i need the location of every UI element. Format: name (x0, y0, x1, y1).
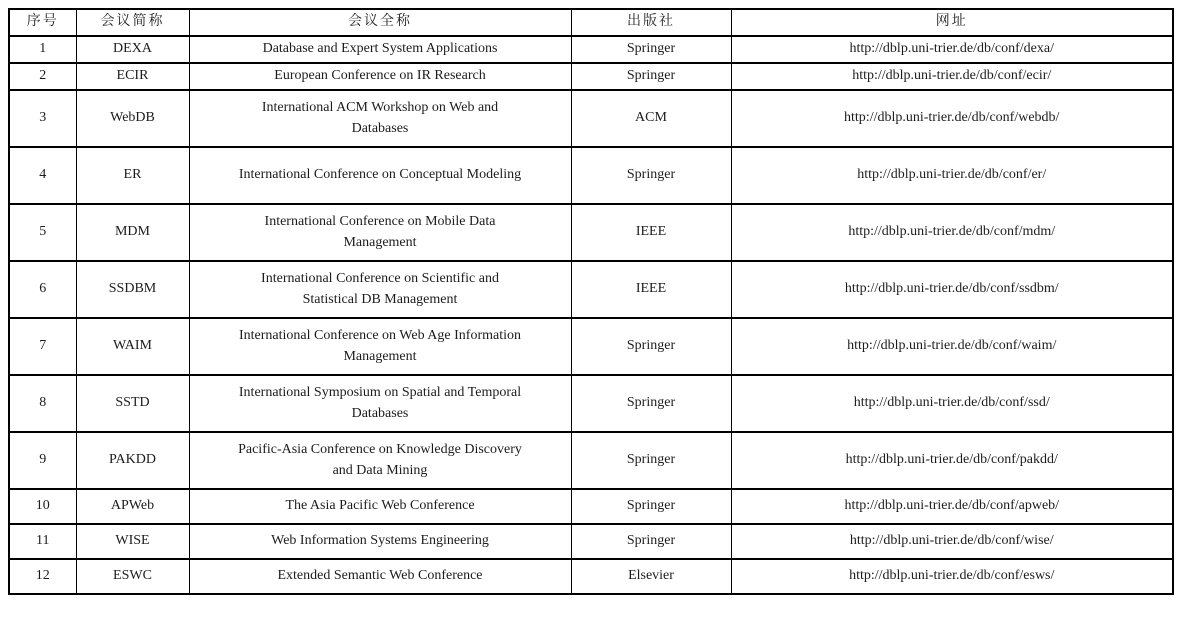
cell-url: http://dblp.uni-trier.de/db/conf/ssdbm/ (731, 261, 1173, 318)
cell-abbr: APWeb (76, 489, 189, 524)
table-row (9, 432, 1173, 489)
cell-publisher: ACM (571, 90, 731, 147)
table-row (9, 318, 1173, 375)
table-row (9, 204, 1173, 261)
cell-abbr: ECIR (76, 63, 189, 90)
cell-no: 8 (9, 375, 76, 432)
conference-table (8, 8, 1174, 595)
cell-fullname: International Conference on Web Age Information Management (189, 318, 571, 375)
column-header-abbr: 会议简称 (76, 9, 189, 36)
cell-publisher: IEEE (571, 204, 731, 261)
cell-fullname: International ACM Workshop on Web and Databases (189, 90, 571, 147)
cell-no: 11 (9, 524, 76, 559)
cell-url: http://dblp.uni-trier.de/db/conf/pakdd/ (731, 432, 1173, 489)
cell-no: 2 (9, 63, 76, 90)
cell-publisher: Springer (571, 147, 731, 204)
column-header-no: 序号 (9, 9, 76, 36)
cell-no: 5 (9, 204, 76, 261)
cell-publisher: Springer (571, 36, 731, 63)
table-row (9, 524, 1173, 559)
cell-publisher: Elsevier (571, 559, 731, 594)
cell-abbr: SSTD (76, 375, 189, 432)
cell-fullname: European Conference on IR Research (189, 63, 571, 90)
cell-url: http://dblp.uni-trier.de/db/conf/webdb/ (731, 90, 1173, 147)
cell-fullname: Pacific-Asia Conference on Knowledge Discovery and Data Mining (189, 432, 571, 489)
column-header-fullname: 会议全称 (189, 9, 571, 36)
cell-fullname: The Asia Pacific Web Conference (189, 489, 571, 524)
cell-no: 12 (9, 559, 76, 594)
cell-abbr: SSDBM (76, 261, 189, 318)
cell-fullname: Web Information Systems Engineering (189, 524, 571, 559)
cell-no: 10 (9, 489, 76, 524)
cell-url: http://dblp.uni-trier.de/db/conf/er/ (731, 147, 1173, 204)
cell-fullname: International Conference on Conceptual Modeling (189, 147, 571, 204)
cell-publisher: Springer (571, 375, 731, 432)
cell-publisher: Springer (571, 489, 731, 524)
cell-abbr: DEXA (76, 36, 189, 63)
cell-publisher: IEEE (571, 261, 731, 318)
cell-publisher: Springer (571, 63, 731, 90)
cell-url: http://dblp.uni-trier.de/db/conf/ecir/ (731, 63, 1173, 90)
cell-url: http://dblp.uni-trier.de/db/conf/dexa/ (731, 36, 1173, 63)
cell-fullname: Database and Expert System Applications (189, 36, 571, 63)
cell-fullname: Extended Semantic Web Conference (189, 559, 571, 594)
cell-fullname: International Symposium on Spatial and Temporal Databases (189, 375, 571, 432)
cell-abbr: ER (76, 147, 189, 204)
header-row (9, 9, 1173, 36)
cell-publisher: Springer (571, 432, 731, 489)
table-row (9, 559, 1173, 594)
cell-no: 6 (9, 261, 76, 318)
cell-abbr: WISE (76, 524, 189, 559)
cell-abbr: WAIM (76, 318, 189, 375)
cell-no: 4 (9, 147, 76, 204)
cell-abbr: MDM (76, 204, 189, 261)
cell-no: 9 (9, 432, 76, 489)
cell-publisher: Springer (571, 318, 731, 375)
cell-fullname: International Conference on Scientific and Statistical DB Management (189, 261, 571, 318)
table-row (9, 489, 1173, 524)
cell-no: 1 (9, 36, 76, 63)
table-row (9, 36, 1173, 63)
cell-url: http://dblp.uni-trier.de/db/conf/esws/ (731, 559, 1173, 594)
table-row (9, 63, 1173, 90)
column-header-publisher: 出版社 (571, 9, 731, 36)
table-row (9, 147, 1173, 204)
cell-url: http://dblp.uni-trier.de/db/conf/waim/ (731, 318, 1173, 375)
column-header-url: 网址 (731, 9, 1173, 36)
table-row (9, 90, 1173, 147)
cell-url: http://dblp.uni-trier.de/db/conf/mdm/ (731, 204, 1173, 261)
cell-abbr: WebDB (76, 90, 189, 147)
table-row (9, 261, 1173, 318)
cell-publisher: Springer (571, 524, 731, 559)
cell-url: http://dblp.uni-trier.de/db/conf/ssd/ (731, 375, 1173, 432)
table-row (9, 375, 1173, 432)
cell-url: http://dblp.uni-trier.de/db/conf/apweb/ (731, 489, 1173, 524)
cell-no: 7 (9, 318, 76, 375)
cell-url: http://dblp.uni-trier.de/db/conf/wise/ (731, 524, 1173, 559)
cell-fullname: International Conference on Mobile Data Management (189, 204, 571, 261)
cell-abbr: ESWC (76, 559, 189, 594)
cell-no: 3 (9, 90, 76, 147)
cell-abbr: PAKDD (76, 432, 189, 489)
